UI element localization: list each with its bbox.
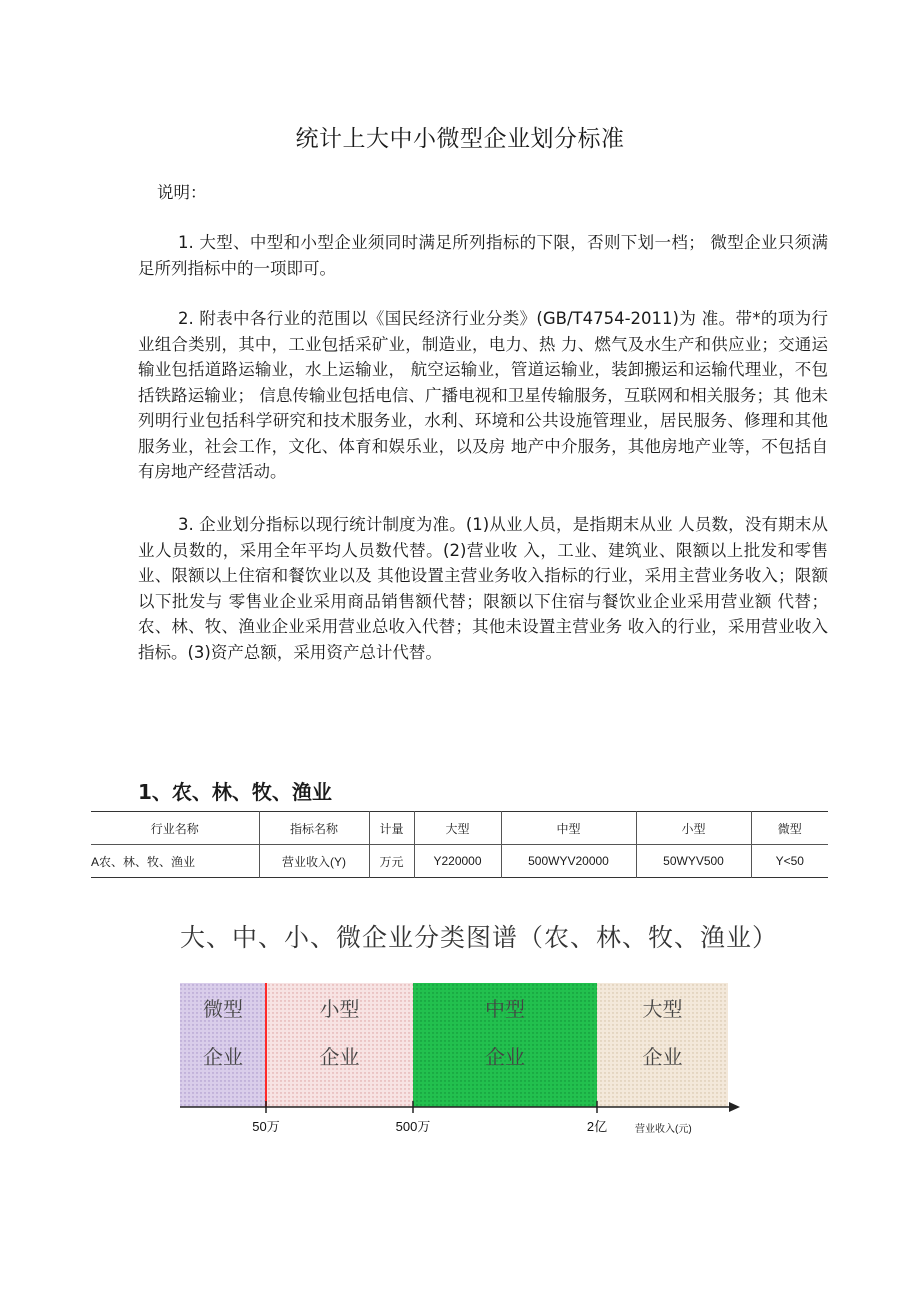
segment-label-small-line1: 小型 <box>319 997 360 1021</box>
segment-label-medium-line2: 企业 <box>485 1045 525 1069</box>
segment-label-micro-line2: 企业 <box>203 1045 243 1069</box>
cell-unit: 万元 <box>369 845 414 878</box>
section-heading: 1、农、林、牧、渔业 <box>138 780 332 804</box>
paragraph-1: 1. 大型、中型和小型企业须同时满足所列指标的下限，否则下划一档； 微型企业只须满足所列指标中的一项即可。 <box>138 233 828 278</box>
cell-industry: A农、林、牧、渔业 <box>91 854 196 869</box>
cell-micro: Y<50 <box>751 845 828 878</box>
tick-label-3: 2亿 <box>586 1119 608 1134</box>
segment-label-micro-line1: 微型 <box>203 997 243 1021</box>
x-axis-label: 营业收入(元) <box>635 1124 692 1135</box>
paragraph-2: 2. 附表中各行业的范围以《国民经济行业分类》(GB/T4754-2011)为 准。带*的项为行业组合类别，其中，工业包括采矿业，制造业，电力、热 力、燃气及水生产和供应业；交通运输业包括道路运输业，水上运输业， 航空运输业，管道运输业，装卸搬运和运输代理业，不包括铁路运输业； 信息传输业包括电信、广播电视和卫星传输服务，互联网和相关服务；其 他未列明行业包括科学研究和技术服务业，水利、环境和公共设施管理业，居民服务、修理和其他服务业，社会工作，文化、体育和娱乐业，以及房 地产中介服务，其他房地产业等，不包括自有房地产经营活动。 <box>138 309 828 481</box>
header-medium: 中型 <box>501 812 636 845</box>
header-micro: 微型 <box>751 812 828 845</box>
x-axis-arrow <box>729 1102 740 1112</box>
tick-label-1: 50万 <box>252 1119 280 1134</box>
header-small: 小型 <box>636 812 751 845</box>
header-unit: 计量 <box>369 812 414 845</box>
tick-label-2: 500万 <box>395 1119 431 1134</box>
paragraph-3: 3. 企业划分指标以现行统计制度为准。(1)从业人员，是指期末从业 人员数，没有期末从业人员数的，采用全年平均人员数代替。(2)营业收 入，工业、建筑业、限额以上批发和零售业、限额以上住宿和餐饮业以及 其他设置主营业务收入指标的行业，采用主营业务收入；限额以下批发与 零售业企业采用商品销售额代替；限额以下住宿与餐饮业企业采用营业额 代替；农、林、牧、渔业企业采用营业总收入代替；其他未设置主营业务 收入的行业，采用营业收入指标。(3)资产总额，采用资产总计代替。 <box>138 515 828 662</box>
header-industry: 行业名称 <box>150 821 199 836</box>
segment-label-small-line2: 企业 <box>319 1045 360 1069</box>
cell-small: 50WYV500 <box>636 845 751 878</box>
segment-label-medium-line1: 中型 <box>485 997 525 1021</box>
cell-medium: 500WYV20000 <box>501 845 636 878</box>
header-indicator: 指标名称 <box>259 812 369 845</box>
page-title: 统计上大中小微型企业划分标准 <box>295 126 625 152</box>
cell-indicator: 营业收入(Y) <box>259 845 369 878</box>
header-large: 大型 <box>414 812 501 845</box>
note-label: 说明： <box>157 183 207 202</box>
segment-label-large-line2: 企业 <box>642 1045 683 1069</box>
chart-title: 大、中、小、微企业分类图谱（农、林、牧、渔业） <box>180 923 779 952</box>
segment-label-large-line1: 大型 <box>642 997 683 1021</box>
cell-large: Y220000 <box>414 845 501 878</box>
